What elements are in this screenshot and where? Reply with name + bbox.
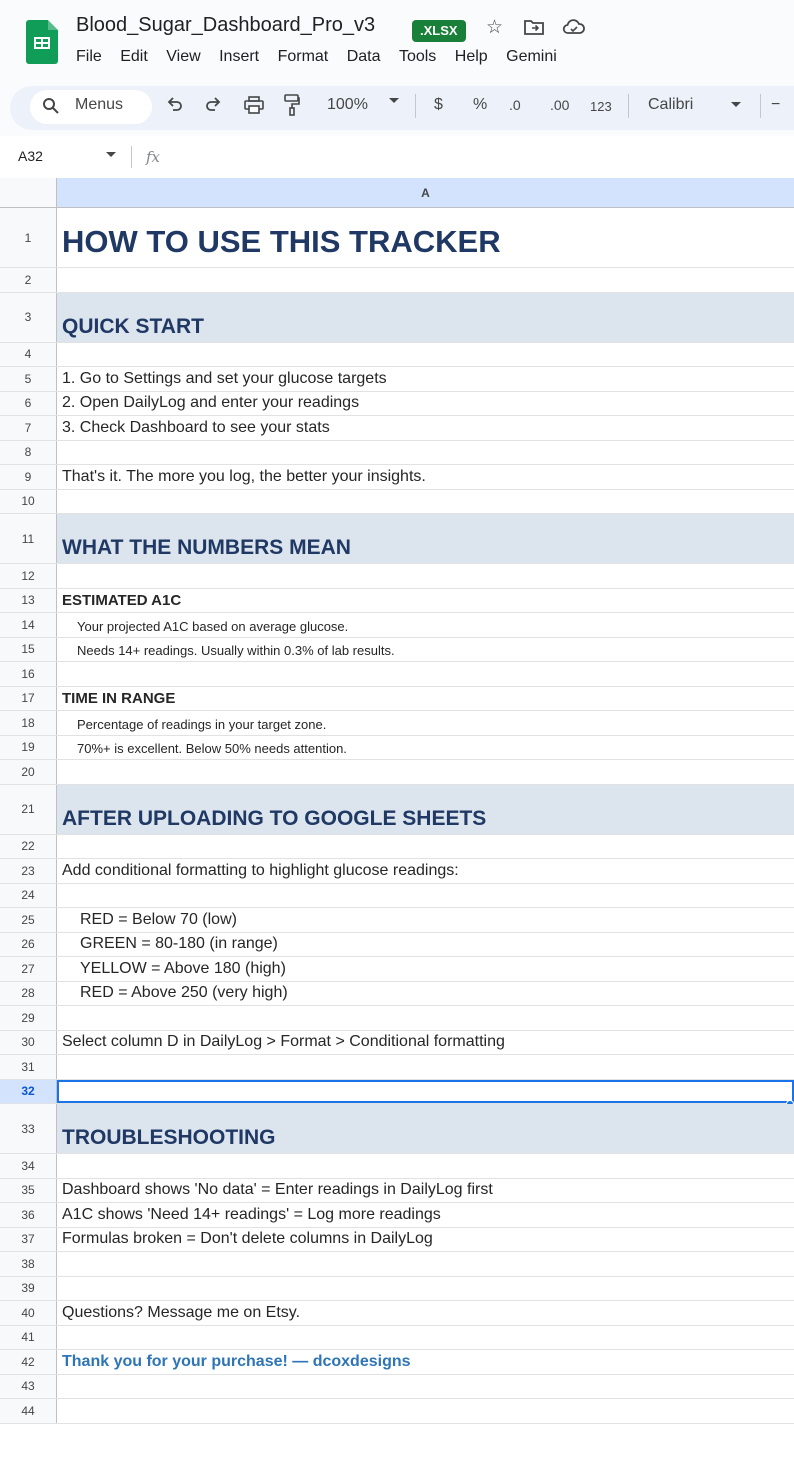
cell-a39[interactable] — [57, 1277, 794, 1301]
row-header[interactable]: 17 — [0, 687, 57, 711]
cell-a17[interactable] — [57, 687, 794, 711]
toolbar-divider — [760, 94, 761, 118]
row-header[interactable]: 35 — [0, 1179, 57, 1203]
cell-a34[interactable] — [57, 1154, 794, 1178]
sheet-row — [0, 514, 794, 564]
row-header[interactable]: 1 — [0, 208, 57, 267]
file-format-badge[interactable]: .XLSX — [412, 20, 466, 42]
cell-a31[interactable] — [57, 1055, 794, 1079]
title-bar — [0, 0, 794, 80]
zoom-caret-icon[interactable] — [389, 98, 399, 103]
cell-text: Thank you for your purchase! — dcoxdesigns — [62, 1352, 411, 1370]
sheet-row — [0, 1080, 794, 1105]
row-header[interactable]: 22 — [0, 835, 57, 859]
row-header[interactable]: 43 — [0, 1375, 57, 1399]
cell-text: 3. Check Dashboard to see your stats — [62, 418, 330, 436]
move-to-folder-icon[interactable] — [524, 18, 544, 43]
formula-bar-divider — [131, 146, 132, 168]
row-header[interactable]: 37 — [0, 1228, 57, 1252]
sheets-logo-icon[interactable] — [26, 20, 58, 64]
row-header[interactable]: 39 — [0, 1277, 57, 1301]
row-header[interactable]: 7 — [0, 416, 57, 440]
row-header[interactable]: 4 — [0, 343, 57, 367]
row-header[interactable]: 20 — [0, 760, 57, 784]
row-header[interactable]: 18 — [0, 711, 57, 735]
menu-bar — [76, 46, 571, 68]
cell-a23[interactable] — [57, 859, 794, 883]
increase-decimal-button[interactable]: .00 — [550, 97, 570, 113]
redo-icon[interactable] — [204, 96, 222, 121]
sheet-row — [0, 662, 794, 687]
cell-a15[interactable] — [57, 638, 794, 662]
cell-a10[interactable] — [57, 490, 794, 514]
row-header[interactable]: 31 — [0, 1055, 57, 1079]
cell-a32[interactable] — [57, 1080, 794, 1104]
row-header[interactable]: 3 — [0, 293, 57, 342]
sheet-row — [0, 1006, 794, 1031]
sheet-row — [0, 208, 794, 268]
sheet-row — [0, 982, 794, 1007]
menu-view[interactable]: View — [166, 48, 201, 65]
sheet-row — [0, 1154, 794, 1179]
row-header[interactable]: 8 — [0, 441, 57, 465]
row-header[interactable]: 42 — [0, 1350, 57, 1374]
sheet-row — [0, 1031, 794, 1056]
sheet-row — [0, 638, 794, 663]
sheet-row — [0, 441, 794, 466]
number-format-button[interactable]: 123 — [590, 99, 612, 114]
cell-text: Your projected A1C based on average glucose. — [77, 618, 349, 634]
row-header[interactable]: 12 — [0, 564, 57, 588]
row-header[interactable]: 14 — [0, 613, 57, 637]
sheet-row — [0, 293, 794, 343]
sheet-row — [0, 343, 794, 368]
cell-text: That's it. The more you log, the better your insights. — [62, 467, 426, 485]
sheet-row — [0, 1228, 794, 1253]
sheet-row — [0, 1104, 794, 1154]
cell-text: 70%+ is excellent. Below 50% needs attention. — [77, 741, 347, 756]
row-header[interactable]: 10 — [0, 490, 57, 514]
row-header[interactable]: 9 — [0, 465, 57, 489]
sheet-row — [0, 1375, 794, 1400]
cell-a33[interactable] — [57, 1104, 794, 1153]
cell-a13[interactable] — [57, 589, 794, 613]
menu-gemini[interactable]: Gemini — [506, 48, 557, 65]
row-header[interactable]: 13 — [0, 589, 57, 613]
cell-a18[interactable] — [57, 711, 794, 735]
row-header[interactable]: 27 — [0, 957, 57, 981]
cell-a24[interactable] — [57, 884, 794, 908]
sheet-row — [0, 785, 794, 835]
currency-format-button[interactable]: $ — [434, 96, 443, 113]
cell-text: ESTIMATED A1C — [62, 592, 182, 609]
sheet-row — [0, 564, 794, 589]
cell-a44[interactable] — [57, 1399, 794, 1423]
cell-text: 1. Go to Settings and set your glucose targets — [62, 369, 387, 387]
sheet-row — [0, 1055, 794, 1080]
menu-file[interactable]: File — [76, 48, 102, 65]
cell-text: Needs 14+ readings. Usually within 0.3% of lab results. — [77, 643, 395, 658]
cell-text: HOW TO USE THIS TRACKER — [62, 224, 501, 259]
row-header[interactable]: 40 — [0, 1301, 57, 1325]
select-all-corner[interactable] — [0, 178, 57, 208]
cell-text: Questions? Message me on Etsy. — [62, 1303, 301, 1321]
row-header[interactable]: 28 — [0, 982, 57, 1006]
sheet-row — [0, 687, 794, 712]
cell-a41[interactable] — [57, 1326, 794, 1350]
cell-a37[interactable] — [57, 1228, 794, 1252]
cell-a35[interactable] — [57, 1179, 794, 1203]
cell-a21[interactable] — [57, 785, 794, 834]
zoom-select[interactable]: 100% — [327, 96, 368, 113]
sheet-row — [0, 760, 794, 785]
cell-a4[interactable] — [57, 343, 794, 367]
cell-text: AFTER UPLOADING TO GOOGLE SHEETS — [62, 806, 487, 830]
sheet-row — [0, 1326, 794, 1351]
cell-text: A1C shows 'Need 14+ readings' = Log more readings — [62, 1205, 441, 1223]
row-header[interactable]: 25 — [0, 908, 57, 932]
cell-a28[interactable] — [57, 982, 794, 1006]
cell-text: Dashboard shows 'No data' = Enter readings in DailyLog first — [62, 1181, 493, 1198]
toolbar-divider — [628, 94, 629, 118]
font-caret-icon[interactable] — [731, 102, 741, 107]
sheet-row — [0, 736, 794, 761]
column-header-a[interactable]: A — [57, 178, 794, 208]
menu-edit[interactable]: Edit — [120, 48, 148, 65]
sheet-row — [0, 589, 794, 614]
sheet-row — [0, 268, 794, 293]
row-header[interactable]: 36 — [0, 1203, 57, 1227]
cell-a36[interactable] — [57, 1203, 794, 1227]
cell-text: Select column D in DailyLog > Format > Conditional formatting — [62, 1033, 505, 1050]
row-header[interactable]: 19 — [0, 736, 57, 760]
cell-text: WHAT THE NUMBERS MEAN — [62, 536, 351, 559]
cell-text: Formulas broken = Don't delete columns in DailyLog — [62, 1230, 433, 1247]
cell-a9[interactable] — [57, 465, 794, 489]
cell-text: RED = Above 250 (very high) — [80, 984, 288, 1001]
sheet-row — [0, 908, 794, 933]
formula-bar — [0, 136, 794, 178]
row-header[interactable]: 34 — [0, 1154, 57, 1178]
sheet-row — [0, 465, 794, 490]
cell-a7[interactable] — [57, 416, 794, 440]
sheet-row — [0, 1179, 794, 1204]
name-box[interactable]: A32 — [18, 148, 43, 164]
sheet-row — [0, 835, 794, 860]
sheet-row — [0, 1399, 794, 1424]
row-header[interactable]: 29 — [0, 1006, 57, 1030]
search-icon — [42, 97, 60, 115]
row-header[interactable]: 26 — [0, 933, 57, 957]
cell-a8[interactable] — [57, 441, 794, 465]
decrease-decimal-button[interactable]: .0 — [509, 97, 521, 113]
cell-text: RED = Below 70 (low) — [80, 910, 237, 928]
sheet-row — [0, 884, 794, 909]
cell-text: YELLOW = Above 180 (high) — [80, 959, 286, 977]
cell-text: 2. Open DailyLog and enter your readings — [62, 394, 360, 411]
sheet-row — [0, 1203, 794, 1228]
font-size-decrease-icon[interactable]: − — [771, 96, 781, 113]
percent-format-button[interactable]: % — [473, 96, 488, 113]
row-header[interactable]: 2 — [0, 268, 57, 292]
menu-data[interactable]: Data — [346, 48, 381, 65]
document-title[interactable]: Blood_Sugar_Dashboard_Pro_v3 — [76, 14, 376, 36]
star-icon[interactable]: ☆ — [486, 17, 504, 38]
cell-a11[interactable] — [57, 514, 794, 563]
cell-text: TROUBLESHOOTING — [62, 1126, 276, 1149]
sheet-row — [0, 1252, 794, 1277]
cell-a6[interactable] — [57, 392, 794, 416]
paint-format-icon[interactable] — [284, 94, 300, 123]
fx-icon: fx — [146, 148, 161, 166]
font-family-select[interactable]: Calibri — [648, 96, 694, 113]
row-header[interactable]: 16 — [0, 662, 57, 686]
sheet-row — [0, 613, 794, 638]
search-menus-label: Menus — [75, 96, 124, 113]
row-header[interactable]: 44 — [0, 1399, 57, 1423]
row-header[interactable]: 38 — [0, 1252, 57, 1276]
cell-a43[interactable] — [57, 1375, 794, 1399]
cloud-status-icon[interactable] — [562, 18, 586, 43]
row-header[interactable]: 11 — [0, 514, 57, 563]
cell-a12[interactable] — [57, 564, 794, 588]
cell-a20[interactable] — [57, 760, 794, 784]
menu-insert[interactable]: Insert — [219, 48, 260, 65]
sheet-row — [0, 1277, 794, 1302]
name-box-caret-icon[interactable] — [106, 152, 116, 157]
row-header[interactable]: 21 — [0, 785, 57, 834]
print-icon[interactable] — [244, 96, 264, 121]
cell-a19[interactable] — [57, 736, 794, 760]
cell-a5[interactable] — [57, 367, 794, 391]
menu-tools[interactable]: Tools — [398, 48, 437, 65]
sheet-row — [0, 392, 794, 417]
cell-text: GREEN = 80-180 (in range) — [80, 935, 278, 952]
cell-a14[interactable] — [57, 613, 794, 637]
row-header[interactable]: 23 — [0, 859, 57, 883]
cell-a30[interactable] — [57, 1031, 794, 1055]
row-header[interactable]: 6 — [0, 392, 57, 416]
row-header[interactable]: 15 — [0, 638, 57, 662]
row-header[interactable]: 33 — [0, 1104, 57, 1153]
menu-format[interactable]: Format — [277, 48, 329, 65]
cell-a29[interactable] — [57, 1006, 794, 1030]
cell-a38[interactable] — [57, 1252, 794, 1276]
undo-icon[interactable] — [166, 96, 184, 121]
cell-a26[interactable] — [57, 933, 794, 957]
toolbar-divider — [415, 94, 416, 118]
cell-a22[interactable] — [57, 835, 794, 859]
cell-a16[interactable] — [57, 662, 794, 686]
row-header[interactable]: 32 — [0, 1080, 57, 1104]
sheet-row — [0, 490, 794, 515]
row-header[interactable]: 30 — [0, 1031, 57, 1055]
sheet-row — [0, 859, 794, 884]
cell-a3[interactable] — [57, 293, 794, 342]
cell-text: Add conditional formatting to highlight glucose readings: — [62, 861, 459, 879]
sheet-row — [0, 416, 794, 441]
cell-a2[interactable] — [57, 268, 794, 292]
cell-a1[interactable] — [57, 208, 794, 267]
sheet-row — [0, 1301, 794, 1326]
sheet-row — [0, 933, 794, 958]
row-header[interactable]: 24 — [0, 884, 57, 908]
menu-help[interactable]: Help — [454, 48, 488, 65]
sheet-row — [0, 711, 794, 736]
row-header[interactable]: 41 — [0, 1326, 57, 1350]
cell-a25[interactable] — [57, 908, 794, 932]
cell-a40[interactable] — [57, 1301, 794, 1325]
cell-a42[interactable] — [57, 1350, 794, 1374]
cell-text: TIME IN RANGE — [62, 690, 176, 707]
sheet-row — [0, 957, 794, 982]
sheet-row — [0, 367, 794, 392]
cell-a27[interactable] — [57, 957, 794, 981]
row-header[interactable]: 5 — [0, 367, 57, 391]
cell-text: Percentage of readings in your target zone. — [77, 716, 327, 732]
sheet-grid[interactable] — [0, 178, 794, 1460]
cell-text: QUICK START — [62, 314, 204, 338]
sheet-row — [0, 1350, 794, 1375]
